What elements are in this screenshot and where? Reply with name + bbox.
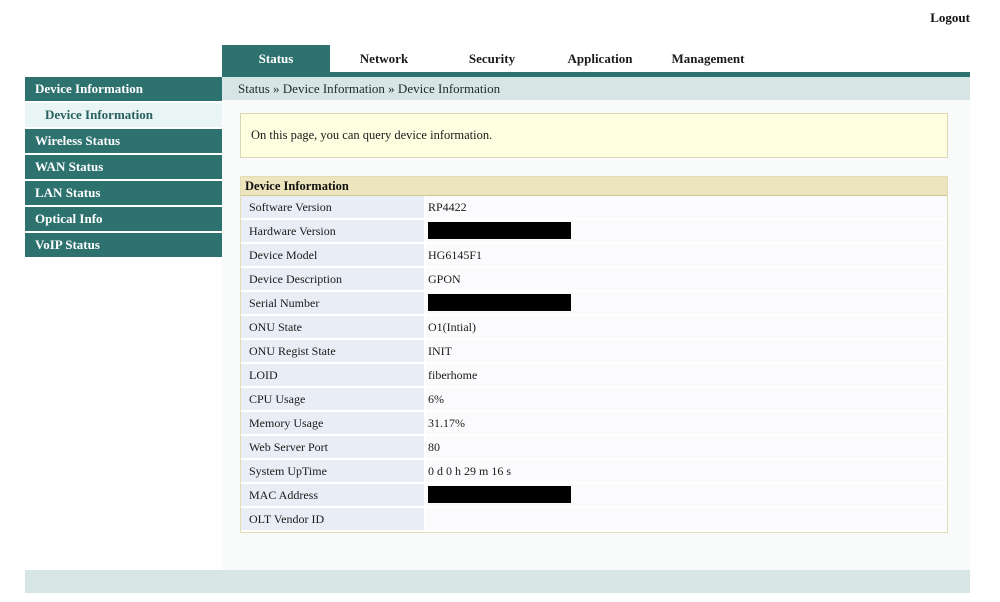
row-label: ONU State — [241, 316, 426, 340]
table-row — [241, 196, 947, 220]
row-value: fiberhome — [426, 364, 947, 388]
table-row — [241, 508, 947, 532]
table-row — [241, 220, 947, 244]
device-info-table — [240, 176, 948, 533]
table-row — [241, 484, 947, 508]
table-row — [241, 268, 947, 292]
row-label: MAC Address — [241, 484, 426, 508]
tab-status[interactable]: Status — [222, 45, 330, 72]
breadcrumb-text: Status » Device Information » Device Information — [238, 81, 501, 96]
tab-security[interactable]: Security — [438, 45, 546, 72]
row-label: Memory Usage — [241, 412, 426, 436]
row-label: OLT Vendor ID — [241, 508, 426, 532]
tab-network[interactable]: Network — [330, 45, 438, 72]
logout-link[interactable]: Logout — [930, 10, 970, 25]
footer-bar — [25, 570, 970, 593]
sidebar — [25, 77, 222, 259]
row-label: LOID — [241, 364, 426, 388]
row-label: System UpTime — [241, 460, 426, 484]
row-value: 31.17% — [426, 412, 947, 436]
table-row — [241, 388, 947, 412]
row-value: 0 d 0 h 29 m 16 s — [426, 460, 947, 484]
row-value: GPON — [426, 268, 947, 292]
table-row — [241, 364, 947, 388]
notice-box — [240, 113, 948, 158]
row-value: INIT — [426, 340, 947, 364]
top-nav — [222, 45, 970, 72]
table-row — [241, 316, 947, 340]
row-value: 6% — [426, 388, 947, 412]
row-value: RP4422 — [426, 196, 947, 220]
row-value — [426, 220, 947, 244]
table-row — [241, 460, 947, 484]
tab-application[interactable]: Application — [546, 45, 654, 72]
tab-management[interactable]: Management — [654, 45, 762, 72]
table-row — [241, 412, 947, 436]
table-row — [241, 292, 947, 316]
row-value: O1(Intial) — [426, 316, 947, 340]
redacted-value — [428, 294, 571, 311]
table-row — [241, 340, 947, 364]
sidebar-item-optical-info[interactable]: Optical Info — [25, 207, 222, 231]
sidebar-item-wan-status[interactable]: WAN Status — [25, 155, 222, 179]
redacted-value — [428, 222, 571, 239]
sidebar-item-voip-status[interactable]: VoIP Status — [25, 233, 222, 257]
row-value: HG6145F1 — [426, 244, 947, 268]
breadcrumb — [222, 77, 970, 100]
row-label: Device Model — [241, 244, 426, 268]
notice-text: On this page, you can query device information. — [251, 128, 493, 142]
row-label: Hardware Version — [241, 220, 426, 244]
sidebar-item-lan-status[interactable]: LAN Status — [25, 181, 222, 205]
row-label: Web Server Port — [241, 436, 426, 460]
row-label: Device Description — [241, 268, 426, 292]
table-body — [241, 196, 947, 532]
row-value — [426, 508, 947, 532]
table-row — [241, 244, 947, 268]
sidebar-item-device-information[interactable]: Device Information — [25, 77, 222, 101]
redacted-value — [428, 486, 571, 503]
sidebar-item-wireless-status[interactable]: Wireless Status — [25, 129, 222, 153]
row-value — [426, 484, 947, 508]
row-value: 80 — [426, 436, 947, 460]
row-label: Software Version — [241, 196, 426, 220]
table-row — [241, 436, 947, 460]
content-area — [222, 100, 970, 570]
row-label: ONU Regist State — [241, 340, 426, 364]
row-label: CPU Usage — [241, 388, 426, 412]
table-title: Device Information — [241, 177, 947, 196]
row-value — [426, 292, 947, 316]
sidebar-item-device-information-sub[interactable]: Device Information — [25, 103, 222, 127]
row-label: Serial Number — [241, 292, 426, 316]
